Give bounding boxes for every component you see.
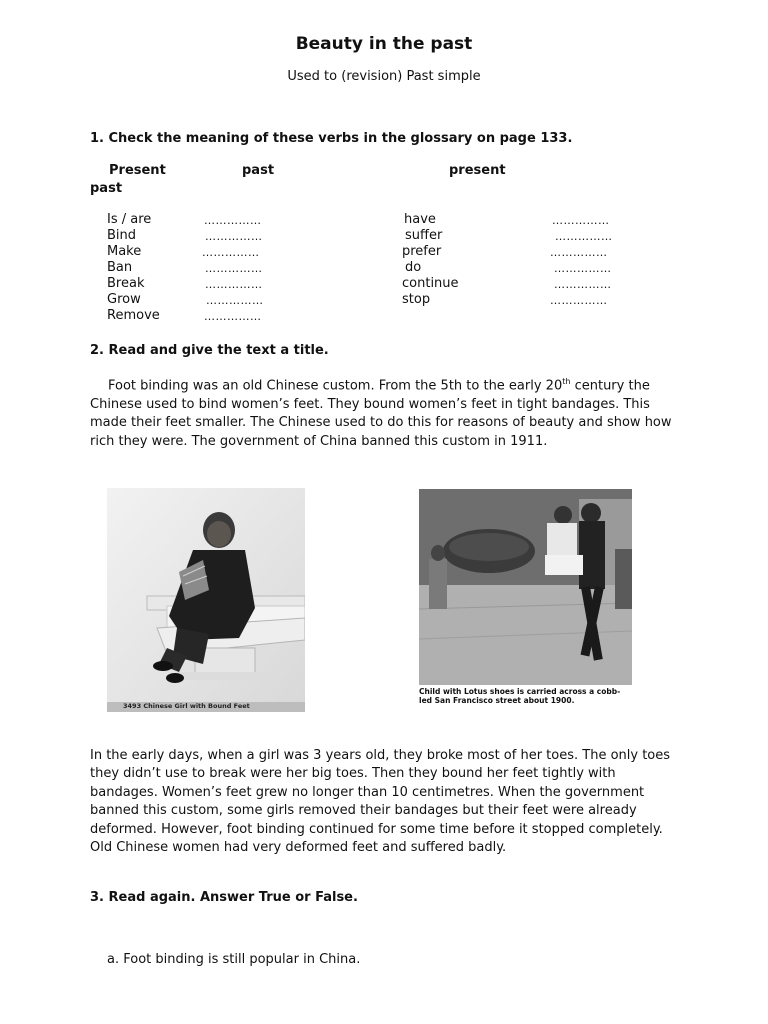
section-2-heading: 2. Read and give the text a title. xyxy=(90,343,329,358)
verb-right: continue xyxy=(402,276,459,291)
blank-line: …………… xyxy=(205,230,263,243)
blank-line: …………… xyxy=(205,278,263,291)
verb-left: Bind xyxy=(107,228,137,243)
verb-right: stop xyxy=(402,292,431,307)
blank-line: …………… xyxy=(206,294,264,307)
verb-right: have xyxy=(404,212,436,227)
photo-2-caption: Child with Lotus shoes is carried across a cobb-led San Francisco street about 1900. xyxy=(419,687,621,705)
blank-line: …………… xyxy=(204,214,262,227)
photo-lotus-shoes-street xyxy=(419,489,632,705)
blank-line: …………… xyxy=(552,214,610,227)
blank-line: …………… xyxy=(554,278,612,291)
col-header-present-right: present xyxy=(449,163,506,178)
reading-paragraph-2 xyxy=(90,747,680,857)
blank-line: …………… xyxy=(554,262,612,275)
photo-girl-image xyxy=(107,488,305,712)
reading-paragraph-1 xyxy=(90,373,680,451)
col-header-present-left: Present xyxy=(109,163,166,178)
verb-left: Is / are xyxy=(107,212,152,227)
section-3-heading: 3. Read again. Answer True or False. xyxy=(90,890,358,905)
superscript: th xyxy=(562,377,571,386)
paragraph-text: Foot binding was an old Chinese custom. From the 5th to the early 20 xyxy=(108,378,563,394)
blank-line: …………… xyxy=(550,294,608,307)
verb-right: prefer xyxy=(402,244,442,259)
blank-line: …………… xyxy=(555,230,613,243)
verb-right: suffer xyxy=(405,228,443,243)
col-header-past-left: past xyxy=(242,163,275,178)
col-header-past-right: past xyxy=(90,181,123,196)
verb-left: Remove xyxy=(107,308,160,323)
verb-right: do xyxy=(405,260,422,275)
blank-line: …………… xyxy=(205,262,263,275)
verb-left: Grow xyxy=(107,292,141,307)
blank-line: …………… xyxy=(202,246,260,259)
paragraph-text: In the early days, when a girl was 3 years old, they broke most of her toes. The only toes they didn’t use to break were her big toes. Then they bound her feet tightly with bandages. Women’s feet grew no longer than 10 centimetres. When the government banned this custom, some girls removed their bandages but their feet were already deformed. However, foot binding continued for some time before it stopped completely. Old Chinese women had very deformed feet and suffered badly. xyxy=(90,748,671,856)
blank-line: …………… xyxy=(550,246,608,259)
verb-left: Make xyxy=(107,244,142,259)
verb-left: Break xyxy=(107,276,145,291)
page-subtitle: Used to (revision) Past simple xyxy=(287,69,481,84)
photo-chinese-girl-bound-feet xyxy=(107,488,305,712)
section-1-heading: 1. Check the meaning of these verbs in the glossary on page 133. xyxy=(90,131,573,146)
true-false-item-a: a. Foot binding is still popular in China. xyxy=(107,952,361,967)
blank-line: …………… xyxy=(204,310,262,323)
paragraph-text: century the Chinese used to bind women’s feet. They bound women’s feet in tight bandages. This made their feet smaller. The Chinese used to do this for reasons of beauty and show how rich they were. The government of China banned this custom in 1911. xyxy=(90,378,672,449)
verb-left: Ban xyxy=(107,260,133,275)
photo-street-image xyxy=(419,489,632,685)
page-title: Beauty in the past xyxy=(295,34,473,54)
photo-1-caption: 3493 Chinese Girl with Bound Feet xyxy=(123,702,250,710)
